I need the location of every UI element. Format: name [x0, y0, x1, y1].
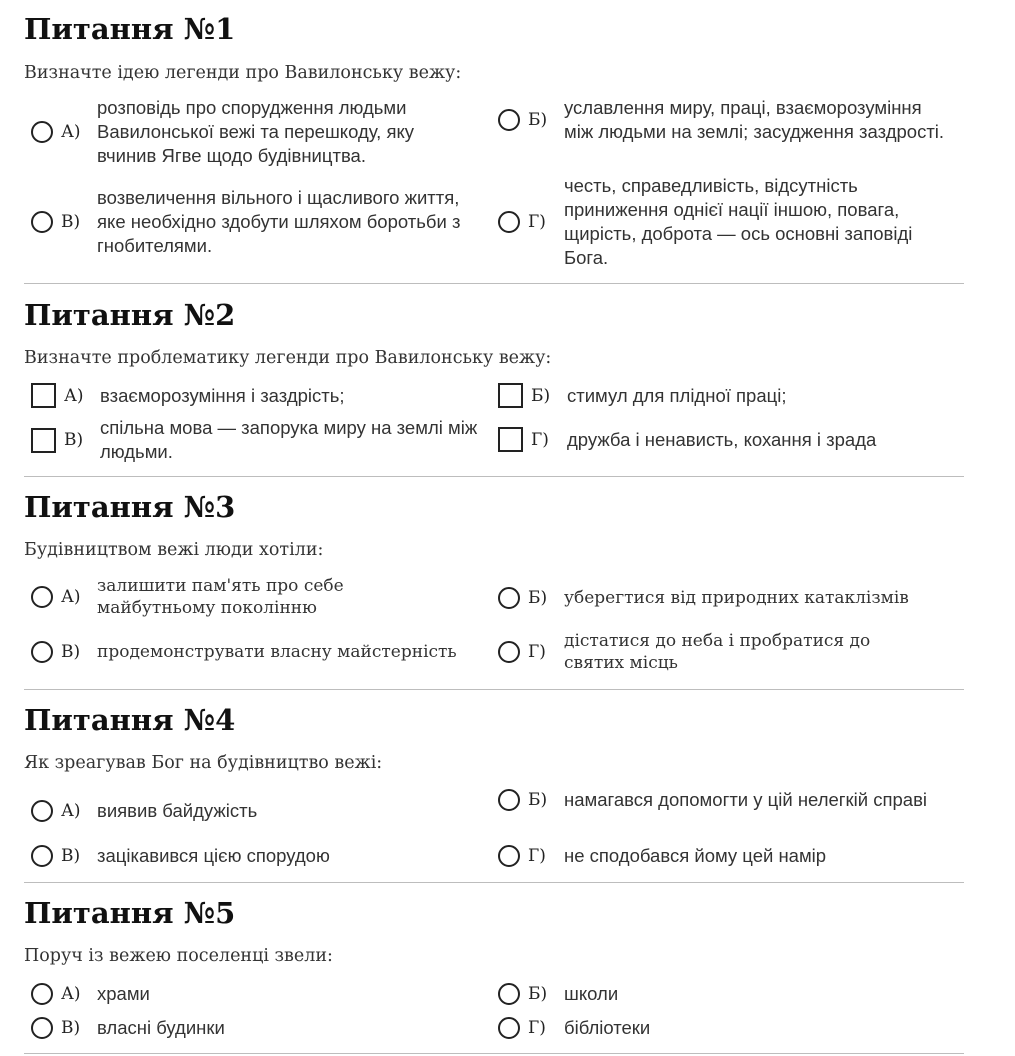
option-b[interactable] — [498, 982, 954, 1006]
option-text: спільна мова — запорука миру на землі між людьми. — [100, 417, 478, 462]
question-prompt: Поруч із вежею поселенці звели: — [24, 946, 333, 966]
option-text: взаєморозуміння і заздрість; — [100, 384, 345, 406]
checkbox[interactable] — [31, 428, 56, 453]
divider — [24, 283, 964, 284]
option-text: намагався допомогти у цій нелегкій справі — [564, 789, 928, 810]
option-text: храми — [97, 983, 150, 1004]
option-g[interactable] — [498, 427, 967, 452]
radio-button[interactable] — [498, 641, 520, 663]
question-title: Питання №5 — [24, 896, 236, 930]
radio-button[interactable] — [498, 845, 520, 867]
option-b[interactable] — [498, 788, 934, 812]
option-letter: Г) — [528, 1018, 546, 1038]
radio-button[interactable] — [498, 983, 520, 1005]
checkbox[interactable] — [498, 383, 523, 408]
option-text: виявив байдужість — [97, 800, 258, 821]
option-letter: А) — [64, 385, 84, 406]
question-title: Питання №2 — [24, 298, 236, 332]
option-letter: В) — [61, 846, 81, 866]
option-letter: В) — [61, 212, 81, 232]
option-a[interactable] — [31, 96, 477, 168]
divider — [24, 476, 964, 477]
option-v[interactable] — [31, 844, 477, 868]
question-title: Питання №1 — [24, 12, 236, 46]
option-g[interactable] — [498, 630, 924, 674]
option-letter: Б) — [528, 588, 548, 608]
option-text: честь, справедливість, відсутність приниження однієї нації іншою, повага, щирість, доброта — ось основні заповіді Бога. — [564, 175, 913, 268]
question-prompt: Будівництвом вежі люди хотіли: — [24, 540, 324, 560]
option-a[interactable] — [31, 799, 477, 823]
option-letter: Г) — [531, 429, 549, 450]
option-letter: Б) — [528, 984, 548, 1004]
radio-button[interactable] — [31, 211, 53, 233]
option-letter: А) — [61, 122, 81, 142]
option-letter: Б) — [528, 110, 548, 130]
radio-button[interactable] — [31, 1017, 53, 1039]
option-text: розповідь про спорудження людьми Вавилонської вежі та перешкоду, яку вчинив Ягве щодо будівництва. — [97, 97, 415, 166]
radio-button[interactable] — [31, 586, 53, 608]
question-prompt: Як зреагував Бог на будівництво вежі: — [24, 753, 383, 773]
option-letter: В) — [61, 1018, 81, 1038]
option-g[interactable] — [498, 844, 954, 868]
option-letter: А) — [61, 587, 81, 607]
option-v[interactable] — [31, 641, 487, 663]
option-letter: Г) — [528, 212, 546, 232]
option-text: дружба і ненависть, кохання і зрада — [567, 428, 877, 450]
radio-button[interactable] — [31, 845, 53, 867]
option-text: школи — [564, 983, 619, 1004]
option-text: зацікавився цією спорудою — [97, 845, 330, 866]
option-text: залишити пам'ять про себе майбутньому поколінню — [97, 576, 344, 618]
radio-button[interactable] — [31, 800, 53, 822]
option-a[interactable] — [31, 982, 477, 1006]
option-letter: Г) — [528, 642, 546, 662]
option-text: дістатися до неба і пробратися до святих місць — [564, 631, 871, 673]
option-a[interactable] — [31, 383, 480, 408]
radio-button[interactable] — [498, 109, 520, 131]
option-text: уславлення миру, праці, взаєморозуміння між людьми на землі; засудження заздрості. — [564, 97, 945, 142]
option-text: продемонструвати власну майстерність — [97, 642, 457, 662]
question-2 — [24, 298, 964, 368]
option-letter: В) — [61, 642, 81, 662]
question-prompt: Визначте ідею легенди про Вавилонську вежу: — [24, 63, 462, 83]
option-letter: Б) — [528, 790, 548, 810]
option-text: власні будинки — [97, 1017, 225, 1038]
option-v[interactable] — [31, 416, 485, 464]
radio-button[interactable] — [498, 1017, 520, 1039]
question-5 — [24, 896, 964, 966]
option-a[interactable] — [31, 575, 397, 619]
question-title: Питання №3 — [24, 490, 236, 524]
radio-button[interactable] — [498, 789, 520, 811]
checkbox[interactable] — [498, 427, 523, 452]
option-b[interactable] — [498, 587, 964, 609]
option-b[interactable] — [498, 96, 954, 144]
option-v[interactable] — [31, 1016, 477, 1040]
option-b[interactable] — [498, 383, 957, 408]
option-g[interactable] — [498, 1016, 954, 1040]
radio-button[interactable] — [498, 587, 520, 609]
divider — [24, 882, 964, 883]
option-v[interactable] — [31, 186, 477, 258]
divider — [24, 1053, 964, 1054]
option-g[interactable] — [498, 174, 954, 270]
question-3 — [24, 490, 964, 560]
option-letter: Г) — [528, 846, 546, 866]
option-letter: В) — [64, 430, 84, 450]
divider — [24, 689, 964, 690]
question-title: Питання №4 — [24, 703, 236, 737]
radio-button[interactable] — [498, 211, 520, 233]
checkbox[interactable] — [31, 383, 56, 408]
option-text: стимул для плідної праці; — [567, 384, 787, 406]
radio-button[interactable] — [31, 983, 53, 1005]
option-letter: А) — [61, 984, 81, 1004]
option-letter: А) — [61, 801, 81, 821]
radio-button[interactable] — [31, 641, 53, 663]
question-prompt: Визначте проблематику легенди про Вавилонську вежу: — [24, 348, 552, 368]
option-letter: Б) — [531, 385, 551, 406]
option-text: возвеличення вільного і щасливого життя, яке необхідно здобути шляхом боротьби з гнобителями. — [97, 187, 461, 256]
radio-button[interactable] — [31, 121, 53, 143]
question-4 — [24, 703, 964, 773]
option-text: уберегтися від природних катаклізмів — [564, 588, 909, 608]
option-text: не сподобався йому цей намір — [564, 845, 827, 866]
question-1 — [24, 12, 964, 83]
option-text: бібліотеки — [564, 1017, 651, 1038]
